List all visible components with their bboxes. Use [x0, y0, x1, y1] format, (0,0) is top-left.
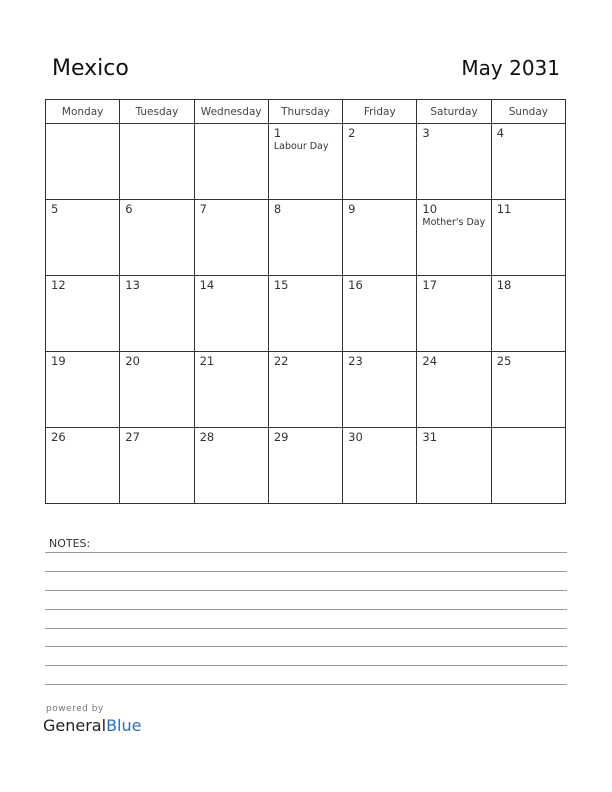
day-cell — [417, 200, 491, 276]
day-number: 5 — [51, 202, 59, 216]
note-line — [45, 609, 567, 610]
day-number: 1 — [273, 126, 282, 140]
day-number: 2 — [348, 126, 356, 140]
week-row — [46, 276, 566, 352]
weekday-header: Sunday — [491, 100, 565, 124]
day-cell — [46, 276, 120, 352]
day-cell — [194, 200, 268, 276]
day-cell — [46, 200, 120, 276]
day-number: 24 — [422, 354, 438, 368]
day-cell — [120, 200, 194, 276]
day-number: 7 — [199, 202, 207, 216]
holiday-label: Labour Day — [273, 141, 329, 152]
day-number: 28 — [199, 430, 215, 444]
weekday-header: Saturday — [417, 100, 491, 124]
weekday-header: Friday — [343, 100, 417, 124]
week-row — [46, 200, 566, 276]
day-cell — [343, 200, 417, 276]
day-cell — [343, 124, 417, 200]
day-cell — [120, 276, 194, 352]
brand-blue: Blue — [106, 716, 142, 735]
week-row — [46, 428, 566, 504]
day-number: 26 — [51, 430, 66, 444]
day-cell — [417, 352, 491, 428]
day-number: 4 — [496, 126, 505, 140]
day-cell — [194, 428, 268, 504]
day-cell — [268, 352, 342, 428]
day-number: 14 — [199, 278, 215, 292]
day-cell — [417, 276, 491, 352]
day-cell — [46, 124, 120, 200]
day-cell — [194, 352, 268, 428]
calendar-month-year: May 2031 — [461, 56, 560, 80]
week-row — [46, 124, 566, 200]
day-cell — [120, 352, 194, 428]
day-number: 19 — [51, 354, 66, 368]
day-cell — [417, 428, 491, 504]
day-number: 13 — [125, 278, 140, 292]
note-line — [45, 571, 567, 572]
weekday-header-row — [46, 100, 566, 124]
weekday-header: Thursday — [268, 100, 342, 124]
day-number: 9 — [348, 202, 356, 216]
day-cell — [120, 124, 194, 200]
day-number: 15 — [273, 278, 289, 292]
day-number: 22 — [273, 354, 289, 368]
powered-by-text: powered by — [46, 704, 104, 714]
brand-general: General — [43, 716, 107, 735]
day-cell — [194, 124, 268, 200]
day-cell — [268, 428, 342, 504]
calendar-country-title: Mexico — [52, 56, 129, 81]
day-cell — [491, 428, 565, 504]
day-number: 30 — [348, 430, 363, 444]
day-number: 23 — [348, 354, 363, 368]
day-cell — [343, 428, 417, 504]
generalblue-logo — [43, 716, 141, 735]
note-line — [45, 552, 567, 553]
day-number: 3 — [422, 126, 430, 140]
note-line — [45, 628, 567, 629]
holiday-label: Mother's Day — [422, 217, 486, 228]
day-cell — [491, 276, 565, 352]
day-cell — [343, 352, 417, 428]
day-cell — [46, 352, 120, 428]
day-cell — [491, 124, 565, 200]
day-number: 8 — [273, 202, 282, 216]
note-line — [45, 684, 567, 685]
day-number: 11 — [496, 202, 512, 216]
weekday-header: Monday — [46, 100, 120, 124]
day-number: 6 — [125, 202, 133, 216]
week-row — [46, 352, 566, 428]
day-number: 20 — [125, 354, 140, 368]
day-number: 29 — [273, 430, 289, 444]
weekday-header: Wednesday — [194, 100, 268, 124]
notes-label: NOTES: — [49, 537, 91, 550]
day-number: 17 — [422, 278, 438, 292]
day-cell — [268, 200, 342, 276]
note-line — [45, 665, 567, 666]
day-cell — [268, 276, 342, 352]
note-line — [45, 590, 567, 591]
day-number: 18 — [496, 278, 512, 292]
day-number: 27 — [125, 430, 140, 444]
day-cell — [343, 276, 417, 352]
day-number: 31 — [422, 430, 438, 444]
day-number: 12 — [51, 278, 66, 292]
note-line — [45, 646, 567, 647]
day-number: 25 — [496, 354, 512, 368]
day-cell — [268, 124, 342, 200]
day-cell — [491, 200, 565, 276]
day-number: 10 — [422, 202, 438, 216]
day-cell — [417, 124, 491, 200]
day-cell — [46, 428, 120, 504]
day-cell — [194, 276, 268, 352]
day-cell — [120, 428, 194, 504]
calendar-grid — [45, 99, 566, 504]
day-cell — [491, 352, 565, 428]
day-number: 21 — [199, 354, 215, 368]
weekday-header: Tuesday — [120, 100, 194, 124]
day-number: 16 — [348, 278, 363, 292]
